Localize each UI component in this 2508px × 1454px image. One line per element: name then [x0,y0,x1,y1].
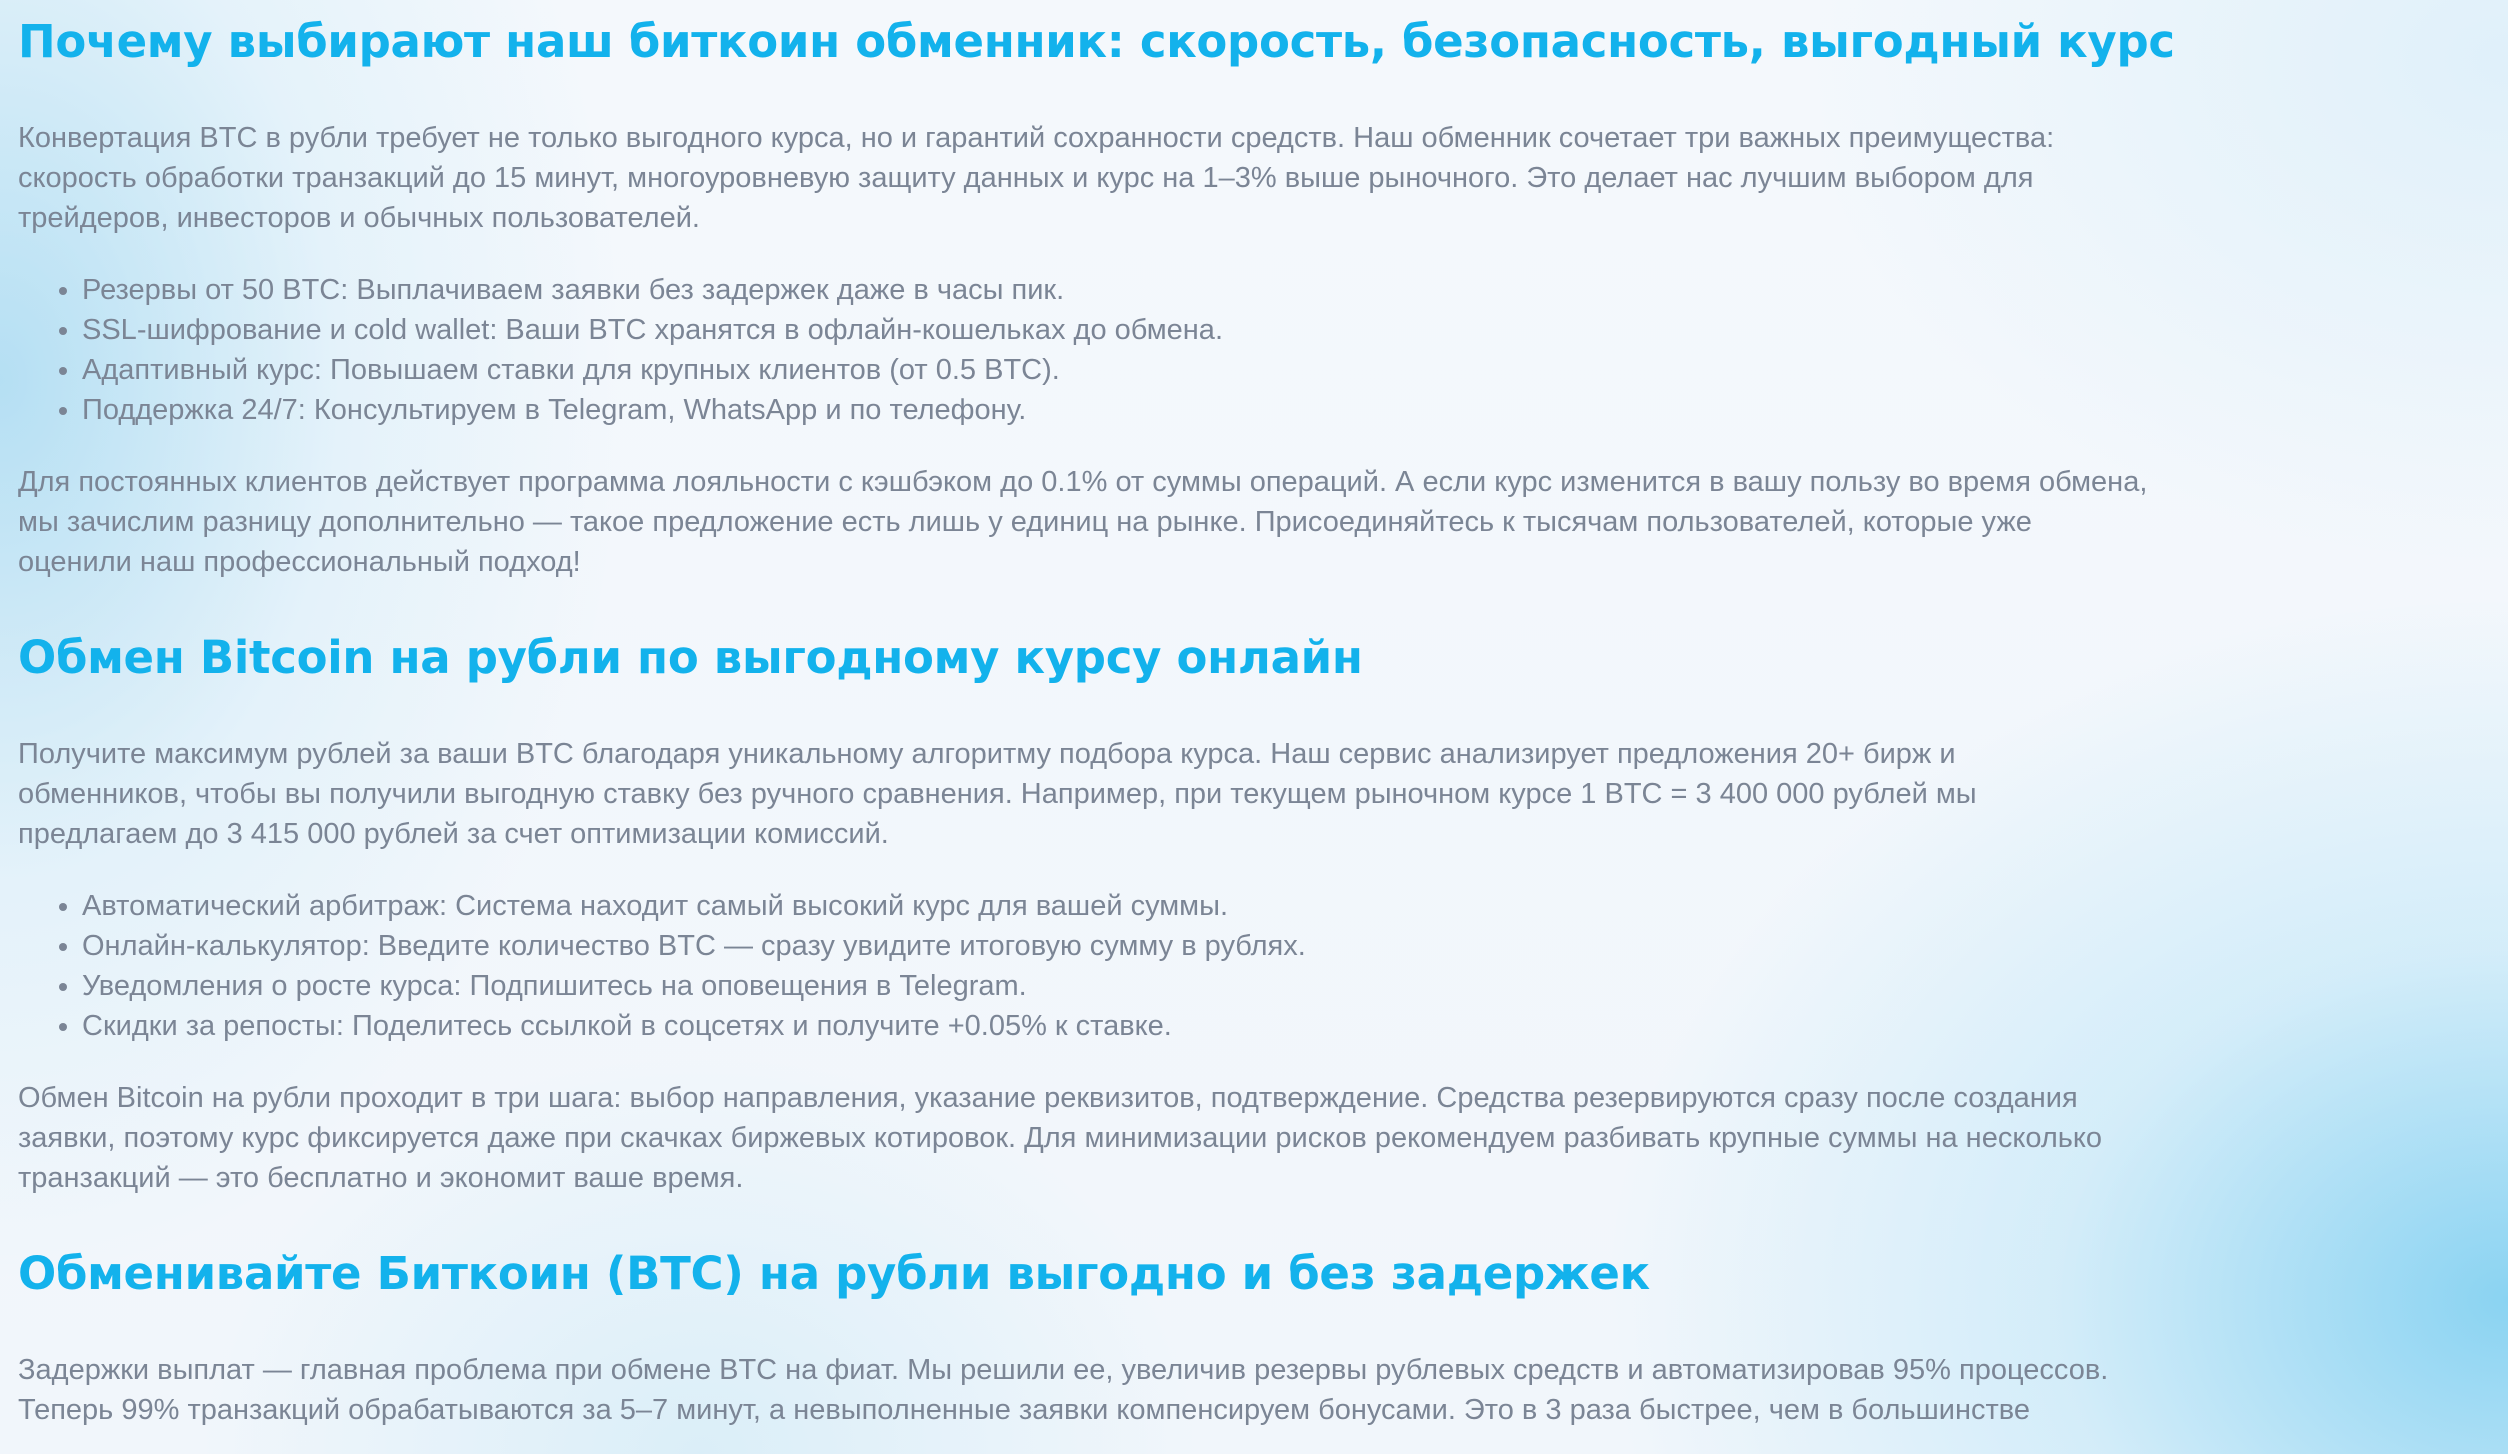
list-item: • SSL-шифрование и cold wallet: Ваши BTC хранятся в офлайн-кошельках до обмена. [82,310,2298,350]
section-outro-paragraph: Обмен Bitcoin на рубли проходит в три шага: выбор направления, указание реквизитов, подтверждение. Средства резервируются сразу после создания заявки, поэтому курс фиксируется даже при скачках биржевых котировок. Для минимизации рисков рекомендуем разбивать крупные суммы на несколько транзакций — это бесплатно и экономит ваше время. [18,1082,2102,1194]
features-list [18,886,2298,1046]
list-item: • Автоматический арбитраж: Система находит самый высокий курс для вашей суммы. [82,886,2298,926]
list-item: • Скидки за репосты: Поделитесь ссылкой в соцсетях и получите +0.05% к ставке. [82,1006,2298,1046]
list-item: • Адаптивный курс: Повышаем ставки для крупных клиентов (от 0.5 BTC). [82,350,2298,390]
section-intro-paragraph: Задержки выплат — главная проблема при обмене BTC на фиат. Мы решили ее, увеличив резервы рублевых средств и автоматизировав 95% процессов. Теперь 99% транзакций обрабатываются за 5–7 минут, а невыполненные заявки компенсируем бонусами. Это в 3 раза быстрее, чем в большинстве [18,1354,2109,1426]
list-item: • Поддержка 24/7: Консультируем в Telegram, WhatsApp и по телефону. [82,390,2298,430]
section-outro-paragraph: Для постоянных клиентов действует программа лояльности с кэшбэком до 0.1% от суммы операций. А если курс изменится в вашу пользу во время обмена, мы зачислим разницу дополнительно — такое предложение есть лишь у единиц на рынке. Присоединяйтесь к тысячам пользователей, которые уже оценили наш профессиональный подход! [18,466,2148,578]
section-intro-paragraph: Конвертация BTC в рубли требует не только выгодного курса, но и гарантий сохранности средств. Наш обменник сочетает три важных преимущества: скорость обработки транзакций до 15 минут, многоуровневую защиту данных и курс на 1–3% выше рыночного. Это делает нас лучшим выбором для трейдеров, инвесторов и обычных пользователей. [18,122,2055,234]
section-heading-exchange-online: Обмен Bitcoin на рубли по выгодному курсу онлайн [18,631,1363,684]
list-item: • Резервы от 50 BTC: Выплачиваем заявки без задержек даже в часы пик. [82,270,2298,310]
list-item: • Уведомления о росте курса: Подпишитесь на оповещения в Telegram. [82,966,2298,1006]
section-intro-paragraph: Получите максимум рублей за ваши BTC благодаря уникальному алгоритму подбора курса. Наш сервис анализирует предложения 20+ бирж и обменников, чтобы вы получили выгодную ставку без ручного сравнения. Например, при текущем рыночном курсе 1 BTC = 3 400 000 рублей мы предлагаем до 3 415 000 рублей за счет оптимизации комиссий. [18,738,1977,850]
section-heading-why-choose: Почему выбирают наш биткоин обменник: скорость, безопасность, выгодный курс [18,15,2175,68]
advantages-list [18,270,2298,430]
list-item: • Онлайн-калькулятор: Введите количество BTC — сразу увидите итоговую сумму в рублях. [82,926,2298,966]
section-heading-exchange-no-delays: Обменивайте Биткоин (BTC) на рубли выгодно и без задержек [18,1247,1650,1300]
article-content [18,0,2298,1430]
